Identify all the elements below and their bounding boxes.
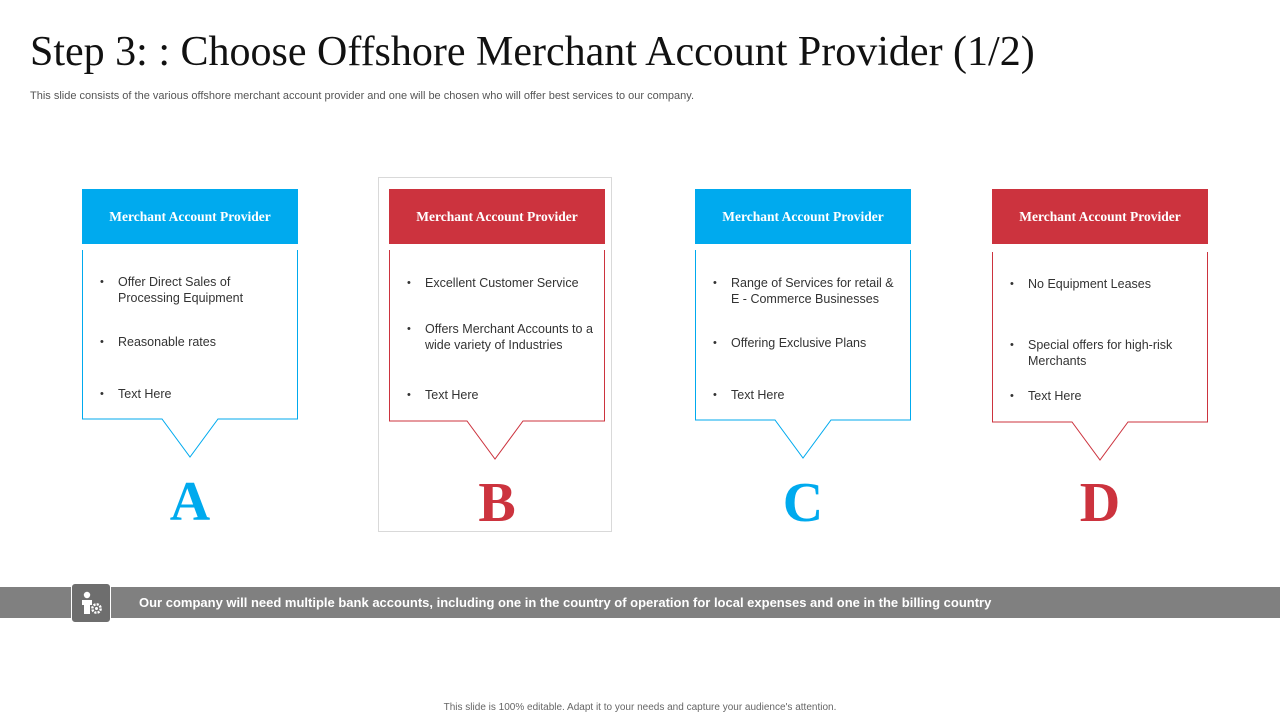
list-item [100,334,290,350]
list-item-text: Excellent Customer Service [425,276,579,290]
card-header: Merchant Account Provider [695,189,911,244]
card-header: Merchant Account Provider [82,189,298,244]
bullet-icon: • [713,389,717,401]
bullet-icon: • [713,337,717,349]
list-item [407,275,597,291]
list-item [100,274,290,306]
callout-outline [695,189,911,465]
bullet-icon: • [100,276,104,288]
callout-outline [82,189,298,464]
option-letter: D [1079,472,1121,534]
slide-subtitle: This slide consists of the various offshore merchant account provider and one will be chosen who will offer best services to our company. [30,90,695,102]
bullet-icon: • [407,277,411,289]
list-item [407,387,597,403]
list-item-text: No Equipment Leases [1028,277,1151,291]
list-item-text: Offers Merchant Accounts to a wide variety of Industries [425,322,593,352]
list-item-text: Text Here [1028,389,1082,403]
bullet-icon: • [407,323,411,335]
bullet-icon: • [1010,390,1014,402]
list-item [1010,388,1200,404]
list-item-text: Offering Exclusive Plans [731,336,867,350]
option-letter: B [478,472,516,534]
list-item-text: Text Here [118,387,172,401]
list-item-text: Text Here [731,388,785,402]
provider-card-d [992,189,1208,533]
bullet-icon: • [1010,339,1014,351]
option-letter: C [782,472,824,534]
option-letter: A [169,471,211,533]
bullet-icon: • [713,277,717,289]
list-item-text: Special offers for high-risk Merchants [1028,338,1173,368]
list-item [713,335,903,351]
provider-card-c [695,189,911,533]
bullet-icon: • [100,388,104,400]
bullet-icon: • [407,389,411,401]
slide-title: Step 3: : Choose Offshore Merchant Account Provider (1/2) [30,29,1035,75]
person-gear-icon [71,583,111,623]
info-banner [0,587,1280,618]
list-item [1010,276,1200,292]
list-item [100,386,290,402]
banner-text: Our company will need multiple bank accounts, including one in the country of operation for local expenses and one in the billing country [139,595,992,610]
list-item [407,321,597,353]
bullet-icon: • [1010,278,1014,290]
list-item-text: Reasonable rates [118,335,216,349]
list-item-text: Offer Direct Sales of Processing Equipment [118,275,244,305]
list-item [713,387,903,403]
provider-card-b [389,189,605,533]
list-item [1010,337,1200,369]
list-item [713,275,903,307]
callout-outline [992,189,1208,467]
card-header: Merchant Account Provider [389,189,605,244]
card-header: Merchant Account Provider [992,189,1208,244]
provider-card-a [82,189,298,532]
list-item-text: Range of Services for retail & E - Commerce Businesses [731,276,894,306]
slide-footer: This slide is 100% editable. Adapt it to your needs and capture your audience's attention. [443,702,837,713]
list-item-text: Text Here [425,388,479,402]
bullet-icon: • [100,336,104,348]
